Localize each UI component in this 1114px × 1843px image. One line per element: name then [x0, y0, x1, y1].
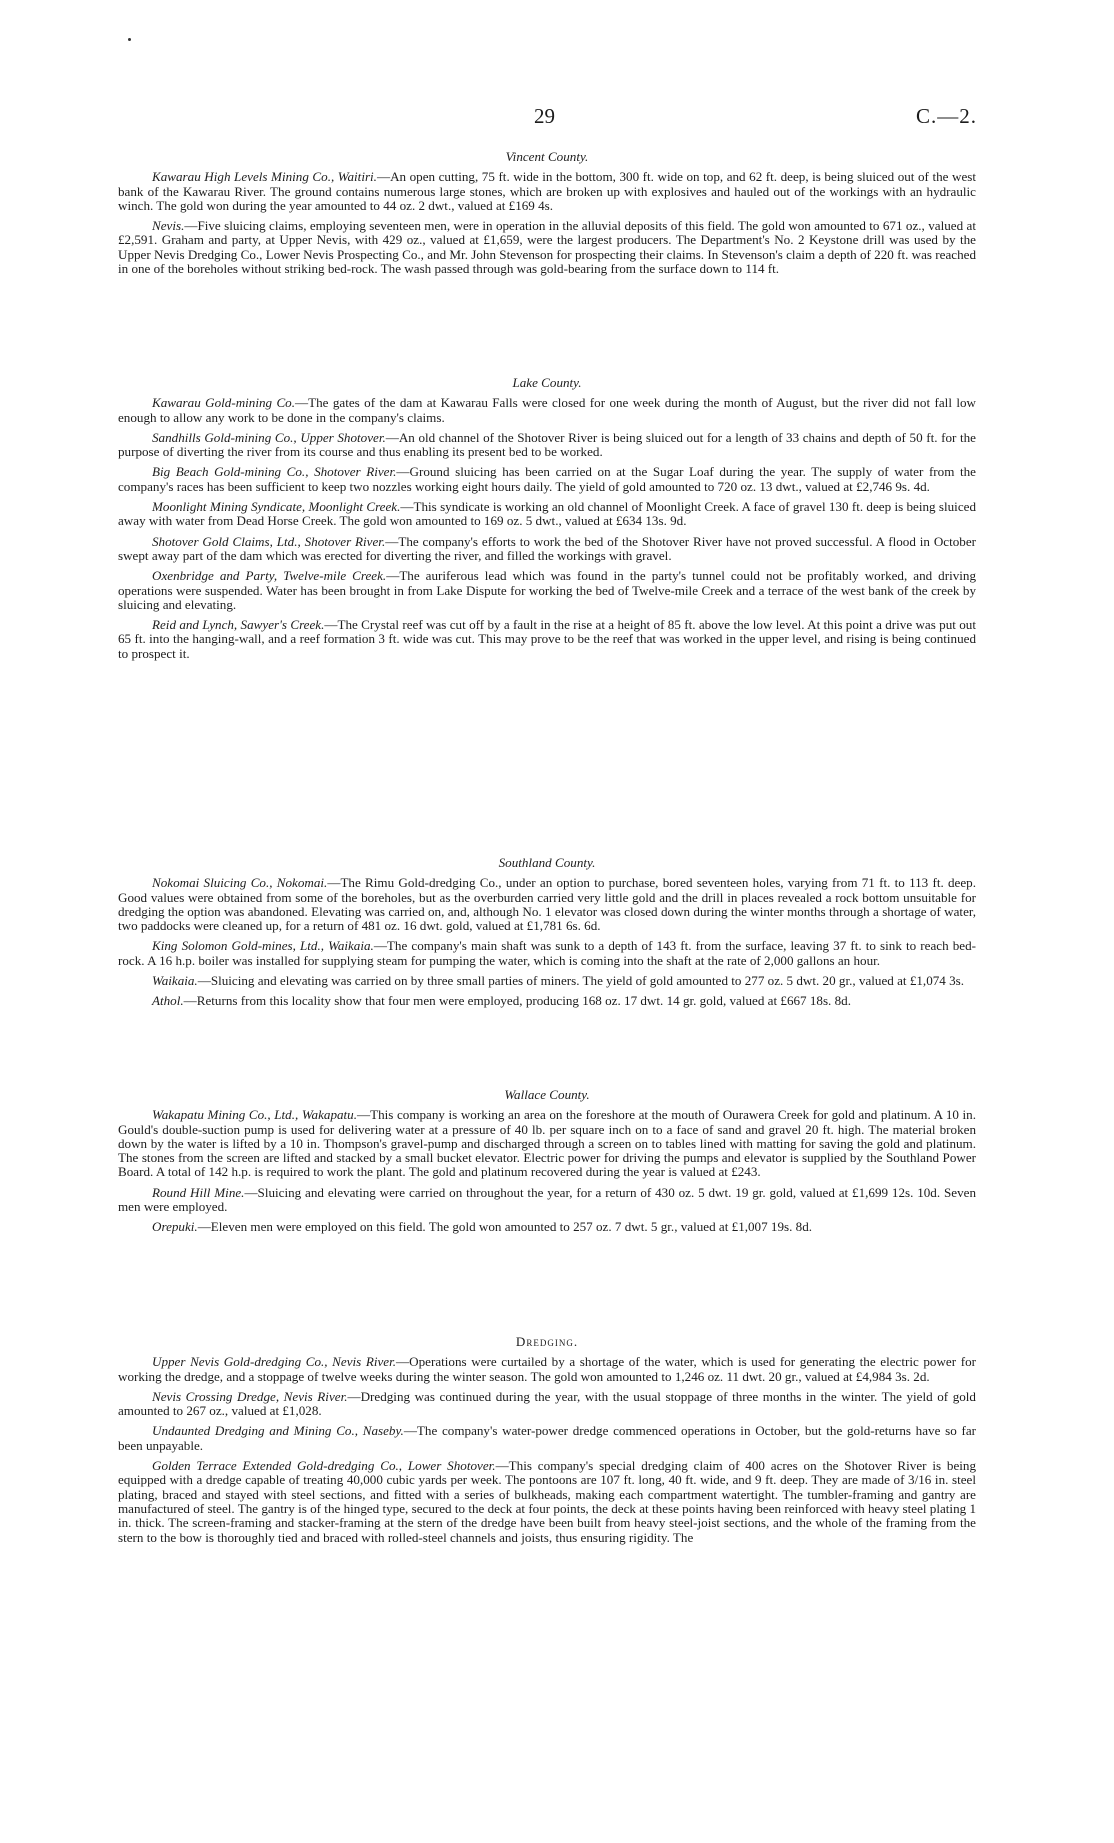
paragraph-text: —The Rimu Gold-dredging Co., under an option to purchase, bored seventeen holes, varying from 71 ft. to 113 ft. deep. Good values were obtained from some of the boreholes, but as the overburden carried very little gold and the drill in places revealed a rock bottom unsuitable for dredging the option was abandoned. Elevating was carried on, and, although No. 1 elevator was closed down during the winter months through a shortage of water, two paddocks were cleaned up, for a return of 481 oz. 16 dwt. gold, valued at £1,781 6s. 6d.: [118, 875, 976, 934]
paragraph: [118, 1220, 976, 1234]
paragraph-lead: Waikaia.: [152, 973, 198, 989]
paragraph: [118, 569, 976, 612]
paragraph-lead: Nevis.: [152, 218, 185, 234]
paragraph: [118, 535, 976, 564]
paragraph-text: —Five sluicing claims, employing seventeen men, were in operation in the alluvial deposits of this field. The gold won amounted to 671 oz., valued at £2,591. Graham and party, at Upper Nevis, with 429 oz., valued at £1,659, were the largest producers. The Department's No. 2 Keystone drill was used by the Upper Nevis Dredging Co., Lower Nevis Prospecting Co., and Mr. John Stevenson for prospecting their claims. In Stevenson's claim a depth of 220 ft. was reached in one of the boreholes without striking bed-rock. The wash passed through was gold-bearing from the surface down to 114 ft.: [118, 218, 976, 277]
paragraph-text: —The company's main shaft was sunk to a depth of 143 ft. from the surface, leaving 37 ft. to sink to reach bed-rock. A 16 h.p. boiler was installed for supplying steam for pumping the water, which is coming into the shaft at the rate of 2,000 gallons an hour.: [118, 938, 976, 968]
section-heading: Vincent County.: [505, 149, 589, 164]
paragraph-lead: Sandhills Gold-mining Co., Upper Shotover.: [152, 429, 386, 445]
paragraph-lead: Nokomai Sluicing Co., Nokomai.: [152, 875, 328, 891]
page-reference: C.—2.: [916, 104, 978, 128]
paragraph: [118, 219, 976, 276]
paragraph: [118, 465, 976, 494]
paragraph-lead: Reid and Lynch, Sawyer's Creek.: [152, 617, 325, 633]
stray-mark: [128, 38, 131, 41]
page-number: 29: [534, 104, 555, 128]
paragraph-lead: Oxenbridge and Party, Twelve-mile Creek.: [152, 568, 387, 584]
paragraph: [118, 431, 976, 460]
paragraph-text: —Returns from this locality show that four men were employed, producing 168 oz. 17 dwt. 14 gr. gold, valued at £667 18s. 8d.: [183, 993, 851, 1009]
paragraph-text: —This company is working an area on the foreshore at the mouth of Ourawera Creek for gold and platinum. A 10 in. Gould's double-suction pump is used for delivering water at a pressure of 40 lb. per square inch on to a face of sand and gravel 20 ft. high. The material broken down by the water is lifted by a 10 in. Thompson's gravel-pump and discharged through a screen on to tables lined with matting for saving the gold and platinum. The stones from the screen are lifted and stacked by a small bucket elevator. Electric power for driving the pumps and elevator is supplied by the Southland Power Board. A total of 142 h.p. is required to work the plant. The gold and platinum recovered during the year is valued at £243.: [118, 1107, 977, 1180]
section-lake-county: [118, 376, 976, 667]
paragraph-text: —The Crystal reef was cut off by a fault in the rise at a height of 85 ft. above the low level. At this point a drive was put out 65 ft. into the hanging-wall, and a reef formation 3 ft. wide was cut. This may prove to be the reef that was worked in the upper level, and rising is being continued to prospect it.: [118, 617, 976, 661]
paragraph: [118, 1355, 976, 1384]
section-heading: Lake County.: [512, 375, 582, 390]
paragraph-text: —The auriferous lead which was found in the party's tunnel could not be profitably worked, and driving operations were suspended. Water has been brought in from Lake Dispute for working the bed of Twelve-mile Creek and a terrace of the west bank of the creek by sluicing and elevating.: [118, 568, 976, 612]
paragraph-text: —Operations were curtailed by a shortage of the water, which is used for generating the electric power for working the dredge, and a stoppage of twelve weeks during the winter season. The gold won amounted to 1,246 oz. 11 dwt. 20 gr., valued at £4,984 3s. 2d.: [118, 1354, 976, 1384]
paragraph-text: —Eleven men were employed on this field. The gold won amounted to 257 oz. 7 dwt. 5 gr., valued at £1,007 19s. 8d.: [197, 1219, 813, 1235]
paragraph-text: —This company's special dredging claim of 400 acres on the Shotover River is being equipped with a dredge capable of treating 40,000 cubic yards per week. The pontoons are 107 ft. long, 40 ft. wide, and 9 ft. deep. They are made of 3/16 in. steel plating, braced and stayed with steel sections, and fitted with a series of bulkheads, making each compartment watertight. The tumbler-framing and gantry are manufactured of steel. The gantry is of the hinged type, secured to the deck at four points, the deck at these points having been reinforced with heavy steel plating 1 in. thick. The screen-framing and stacker-framing at the stern of the dredge have been built from heavy steel-joist sections, and the whole of the framing from the stern to the bow is thoroughly tied and braced with rolled-steel channels and joists, thus ensuring rigidity. The: [118, 1458, 976, 1545]
paragraph: [118, 994, 976, 1008]
paragraph: [118, 170, 976, 213]
paragraph: [118, 1186, 976, 1215]
paragraph: [118, 618, 976, 661]
paragraph-lead: Undaunted Dredging and Mining Co., Naseby.: [152, 1423, 404, 1439]
paragraph-lead: Moonlight Mining Syndicate, Moonlight Creek.: [152, 499, 401, 515]
paragraph-lead: Big Beach Gold-mining Co., Shotover River.: [152, 464, 397, 480]
paragraph-lead: Shotover Gold Claims, Ltd., Shotover River.: [152, 533, 386, 549]
paragraph: [118, 1424, 976, 1453]
paragraph-text: —Dredging was continued during the year, with the usual stoppage of three months in the winter. The yield of gold amounted to 267 oz., valued at £1,028.: [118, 1388, 976, 1419]
paragraph-lead: Nevis Crossing Dredge, Nevis River.: [152, 1388, 348, 1404]
paragraph-lead: Kawarau Gold-mining Co.: [152, 395, 296, 411]
paragraph-lead: King Solomon Gold-mines, Ltd., Waikaia.: [152, 938, 374, 954]
paragraph-text: —The company's water-power dredge commenced operations in October, but the gold-returns have so far been unpayable.: [118, 1423, 976, 1453]
paragraph-text: —Sluicing and elevating was carried on by three small parties of miners. The yield of gold amounted to 277 oz. 5 dwt. 20 gr., valued at £1,074 3s.: [197, 973, 965, 989]
paragraph: [118, 1108, 976, 1179]
section-dredging: [118, 1335, 976, 1551]
section-heading: Wallace County.: [504, 1087, 590, 1102]
paragraph: [118, 1390, 976, 1419]
paragraph-lead: Round Hill Mine.: [152, 1184, 245, 1200]
paragraph-lead: Upper Nevis Gold-dredging Co., Nevis River.: [152, 1354, 397, 1370]
paragraph-text: —An open cutting, 75 ft. wide in the bottom, 300 ft. wide on top, and 62 ft. deep, is being sluiced out of the west bank of the Kawarau River. The ground contains numerous large stones, which are broken up with explosives and hauled out of the workings with an hydraulic winch. The gold won during the year amounted to 44 oz. 2 dwt., valued at £169 4s.: [118, 169, 976, 213]
section-vincent-county: [118, 150, 976, 282]
section-heading: Southland County.: [498, 855, 596, 870]
paragraph-lead: Wakapatu Mining Co., Ltd., Wakapatu.: [152, 1107, 358, 1123]
paragraph-text: —An old channel of the Shotover River is being sluiced out for a length of 33 chains and depth of 50 ft. for the purpose of diverting the river from its course and thus enabling its present bed to be worked.: [118, 429, 976, 460]
section-southland-county: [118, 856, 976, 1015]
paragraph: [118, 974, 976, 988]
paragraph-text: —Sluicing and elevating were carried on throughout the year, for a return of 430 oz. 5 dwt. 19 gr. gold, valued at £1,699 12s. 10d. Seven men were employed.: [118, 1184, 976, 1215]
paragraph-text: —This syndicate is working an old channel of Moonlight Creek. A face of gravel 130 ft. deep is being sluiced away with water from Dead Horse Creek. The gold won amounted to 169 oz. 5 dwt., valued at £634 13s. 9d.: [118, 499, 976, 529]
paragraph-lead: Kawarau High Levels Mining Co., Waitiri.: [152, 169, 377, 185]
paragraph: [118, 396, 976, 425]
paragraph-lead: Orepuki.: [152, 1219, 198, 1235]
paragraph-text: —Ground sluicing has been carried on at the Sugar Loaf during the year. The supply of water from the company's races has been sufficient to keep two nozzles working eight hours daily. The yield of gold amounted to 720 oz. 13 dwt., valued at £2,746 9s. 4d.: [118, 464, 976, 494]
paragraph-lead: Golden Terrace Extended Gold-dredging Co., Lower Shotover.: [152, 1458, 496, 1474]
paragraph: [118, 1459, 976, 1545]
paragraph-lead: Athol.: [152, 993, 184, 1009]
paragraph-text: —The gates of the dam at Kawarau Falls were closed for one week during the month of August, but the river did not fall low enough to allow any work to be done in the company's claims.: [118, 395, 976, 425]
paragraph-text: —The company's efforts to work the bed of the Shotover River have not proved successful. A flood in October swept away part of the dam which was erected for diverting the river, and filled the workings with gravel.: [118, 533, 976, 563]
paragraph: [118, 939, 976, 968]
section-wallace-county: [118, 1088, 976, 1241]
paragraph: [118, 500, 976, 529]
section-heading: Dredging.: [515, 1334, 579, 1349]
paragraph: [118, 876, 976, 933]
